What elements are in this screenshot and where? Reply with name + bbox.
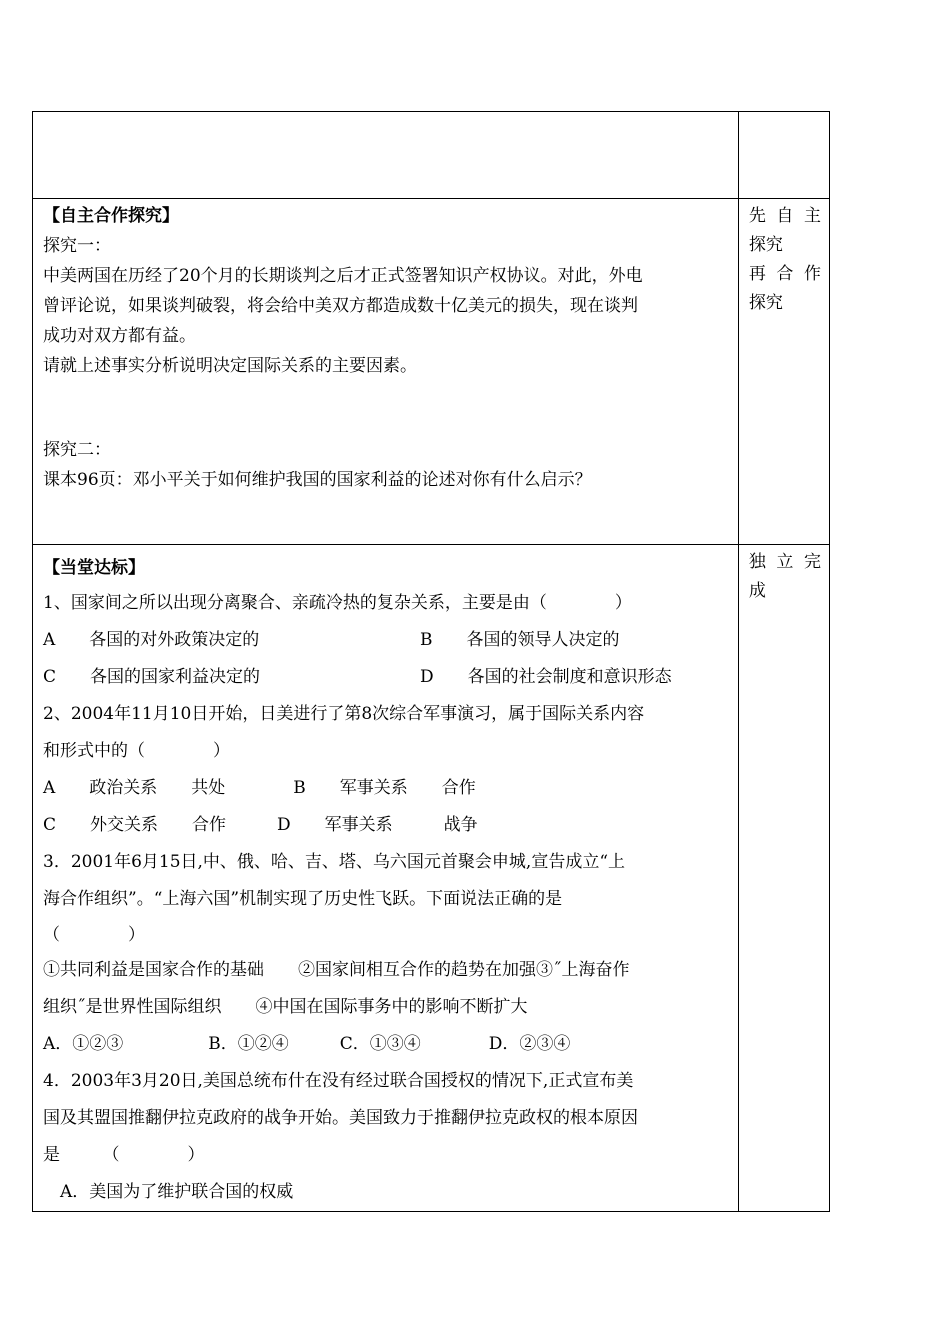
q4-option-a: A．美国为了维护联合国的权威 (43, 1182, 294, 1202)
q4-stem-1: 4．2003年3月20日,美国总统布什在没有经过联合国授权的情况下,正式宣布美 (43, 1071, 634, 1091)
blank-row (33, 112, 830, 199)
blank-cell-main (33, 112, 739, 199)
test-cell (33, 545, 739, 1212)
q3-options: A．①②③ B．①②④ C．①③④ D．②③④ (43, 1034, 571, 1054)
explore-side-3: 再 合 作 (748, 264, 821, 284)
q1-option-c: C 各国的国家利益决定的 (43, 667, 261, 687)
explore-cell (33, 199, 739, 545)
q2-options-cd: C 外交关系 合作 D 军事关系 战争 (43, 815, 478, 835)
explore-side-note (739, 199, 829, 318)
test-side-note (739, 545, 829, 606)
q4-stem-3: 是 （ ） (43, 1145, 205, 1165)
explore-item2-text: 课本96页：邓小平关于如何维护我国的国家利益的论述对你有什么启示？ (43, 470, 592, 490)
explore-item2-label: 探究二： (43, 440, 111, 460)
test-row (33, 545, 830, 1212)
q1-options-cd (43, 659, 732, 696)
q1-option-b: B 各国的领导人决定的 (420, 630, 620, 650)
q1-option-d: D 各国的社会制度和意识形态 (420, 667, 672, 687)
worksheet-table (32, 111, 830, 1212)
explore-item1-text-2: 曾评论说，如果谈判破裂，将会给中美双方都造成数十亿美元的损失，现在谈判 (43, 296, 638, 316)
test-side-1: 独 立 完 (748, 552, 821, 572)
test-side-2: 成 (748, 581, 766, 601)
explore-side-cell (738, 199, 829, 545)
q1-option-a: A 各国的对外政策决定的 (43, 630, 260, 650)
q3-stem-2: 海合作组织”。“上海六国”机制实现了历史性飞跃。下面说法正确的是 (43, 889, 563, 909)
q1-options-ab (43, 622, 732, 659)
q3-statements-1: ①共同利益是国家合作的基础 ②国家间相互合作的趋势在加强③˝上海奋作 (43, 960, 630, 980)
q4-stem-2: 国及其盟国推翻伊拉克政府的战争开始。美国致力于推翻伊拉克政权的根本原因 (43, 1108, 638, 1128)
explore-side-4: 探究 (748, 293, 783, 313)
q3-stem-3: （ ） (43, 925, 145, 945)
q2-options-ab: A 政治关系 共处 B 军事关系 合作 (43, 778, 476, 798)
explore-row (33, 199, 830, 545)
explore-item1-text-3: 成功对双方都有益。 (43, 326, 196, 346)
explore-item1-question: 请就上述事实分析说明决定国际关系的主要因素。 (43, 356, 417, 376)
explore-title: 【自主合作探究】 (43, 206, 179, 226)
explore-item1-text-1: 中美两国在历经了20个月的长期谈判之后才正式签署知识产权协议。对此，外电 (43, 266, 643, 286)
explore-side-2: 探究 (748, 235, 783, 255)
test-side-cell (738, 545, 829, 1212)
test-title: 【当堂达标】 (43, 558, 145, 578)
q3-stem-1: 3．2001年6月15日,中、俄、哈、吉、塔、乌六国元首聚会申城,宣告成立“上 (43, 852, 626, 872)
explore-item1-label: 探究一： (43, 236, 111, 256)
blank-cell-side (738, 112, 829, 199)
q2-stem-2: 和形式中的（ ） (43, 741, 230, 761)
q2-stem-1: 2、2004年11月10日开始，日美进行了第8次综合军事演习，属于国际关系内容 (43, 704, 645, 724)
explore-side-1: 先 自 主 (748, 206, 821, 226)
q3-statements-2: 组织˝是世界性国际组织 ④中国在国际事务中的影响不断扩大 (43, 997, 528, 1017)
q1-stem: 1、国家间之所以出现分离聚合、亲疏冷热的复杂关系，主要是由（ ） (43, 593, 632, 613)
